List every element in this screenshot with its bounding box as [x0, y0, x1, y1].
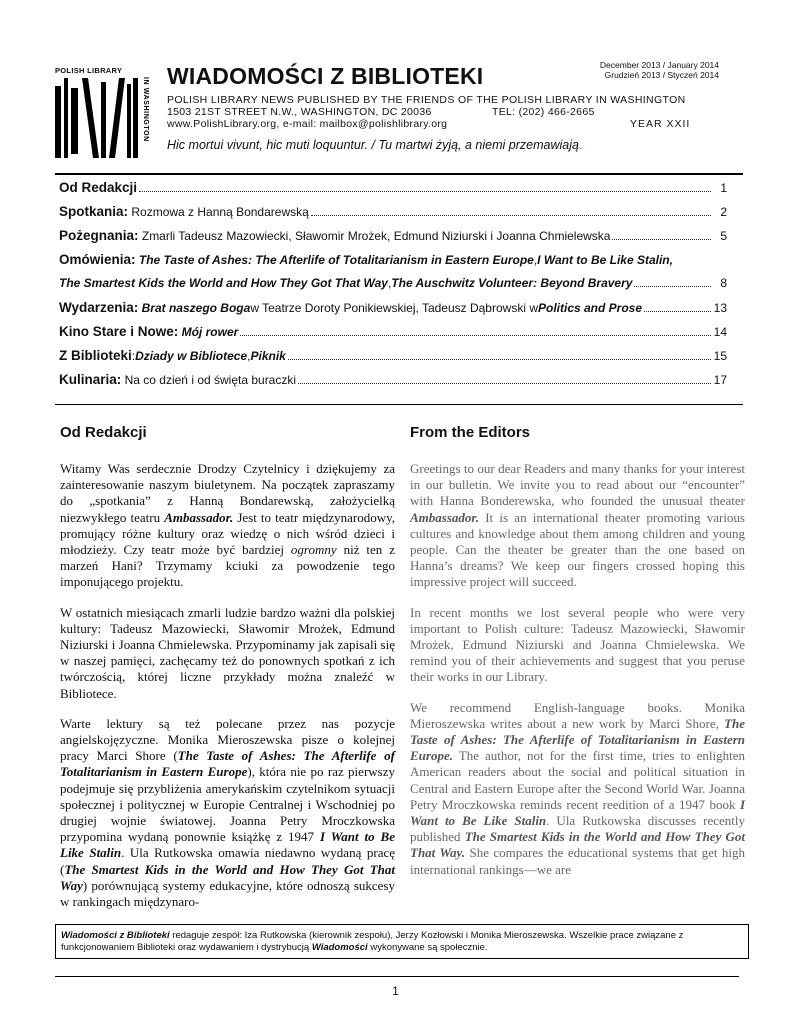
publication-name: Wiadomości z Biblioteki [61, 930, 170, 941]
toc-section: Spotkania: [59, 204, 129, 219]
toc-leader [634, 286, 711, 287]
text-run: Warte lektury są też polecane przez nas pozycje angielskojęzyczne. Monika Mieroszewska pisze o kolejnej pracy Marci Shore ( [60, 715, 395, 764]
text-run: ), która nie po raz pierwszy podejmuje się przybliżenia amerykańskim czytelnikom sytuacji społecznej i politycznej w Europie Centralnej i Wschodniej po drugiej wojnie światowej. Joanna Petry Mroczkowska przypomina wydaną ponownie książkę z 1947 [60, 764, 395, 845]
logo-vertical-label: IN WASHINGTON [142, 77, 149, 142]
toc-title: Politics and Prose [537, 301, 643, 315]
issue-date-en: December 2013 / January 2014 [599, 60, 719, 70]
paragraph [410, 461, 745, 591]
paragraph [60, 461, 395, 591]
newsletter-title: WIADOMOŚCI Z BIBLIOTEKI [167, 63, 484, 89]
toc-title: Dziady w Bibliotece [135, 349, 248, 363]
toc-text: : [131, 349, 136, 363]
toc-leader [298, 383, 711, 384]
publication-name: Wiadomości [311, 942, 368, 953]
credits-text: redaguje zespół: Iza Rutkowska (kierownik zespołu), Jerzy Kozłowski i Monika Mieroszewska. Wszelkie prace związane z funkcjonowaniem Biblioteki oraz wydawaniem i dystrybucją [61, 930, 684, 953]
toc-text: Na co dzień i od święta buraczki [124, 373, 297, 387]
motto-text: Hic mortui vivunt, hic muti loquuntur. / Tu martwi żyją, a niemi przemawiają [167, 138, 579, 152]
page-number: 1 [392, 984, 399, 998]
editorial-heading-en: From the Editors [410, 424, 531, 441]
toc-page: 14 [713, 325, 727, 339]
book-title: The Taste of Ashes: The Afterlife of Totalitarianism in Eastern Europe. [410, 715, 745, 764]
toc-title: Mój rower [181, 325, 239, 339]
book-title: The Smartest Kids in the World and How They Got That Way [60, 861, 395, 893]
issue-date [600, 60, 719, 80]
emphasis: Ambassador. [410, 509, 479, 525]
paragraph: In recent months we lost several people who were very important to Polish culture: Tadeusz Mazowiecki, Sławomir Mrożek, Edmund Niziurski and Joanna Chmielewska. We remind you of their achievements and suggest that you peruse their works in our Library. [410, 604, 745, 685]
toc-entry[interactable] [59, 372, 727, 396]
emphasis: ogromny [290, 542, 337, 558]
toc-title: Brat naszego Boga [141, 301, 251, 315]
text-run: It is an international theater promoting various cultures and knowledge about them among children and young people. Can the theater be greater than the one based on Hanna’s dreams? We keep our fingers crossed hoping this impressive project will succeed. [410, 509, 745, 590]
street-address: 1503 21ST STREET N.W., WASHINGTON, DC 20036 [167, 106, 432, 118]
paragraph [60, 716, 395, 910]
text-run: . Ula Rutkowska discusses recently published [410, 813, 745, 845]
editorial-english [410, 424, 745, 892]
book-title: I Want to Be Like Stalin [60, 829, 395, 861]
text-run: The author, not for the first time, tries to enlighten American readers about the social and political situation in Central and Eastern Europe after the Second World War. Joanna Petry Mroczkowska reminds recent reedition of a 1947 book [410, 748, 745, 812]
toc-entry[interactable] [59, 300, 727, 324]
toc-title: The Auschwitz Volunteer: Beyond Bravery [391, 276, 633, 290]
toc-entry[interactable] [59, 276, 727, 300]
toc-section: Kulinaria: [59, 372, 122, 387]
book-title: The Taste of Ashes: The Afterlife of Totalitarianism in Eastern Europe [60, 748, 395, 780]
text-run: niż ten z marzeń Hani? Trzymamy kciuki za powodzenie tego imponującego projektu. [60, 542, 395, 590]
toc-leader [240, 335, 711, 336]
text-run: . Ula Rutkowska omawia niedawno wydaną pracę ( [60, 845, 396, 877]
text-run: She compares the educational systems that get high international rankings—we are [410, 845, 745, 877]
editorial-polish [60, 424, 395, 924]
text-run: ) porównującą systemy edukacyjne, które odnoszą sukcesy w rankingach międzynaro- [60, 877, 395, 910]
text-run: Witamy Was serdecznie Drodzy Czytelnicy i dziękujemy za zainteresowanie naszym biuletynem. Na początek zapraszamy do „spotkania” z Hanną Bondarewską, założycielką niezwykłego teatru [60, 461, 395, 525]
toc-page: 8 [720, 276, 727, 290]
toc-section: Wydarzenia: [59, 300, 139, 315]
toc-title: I Want to Be Like Stalin, [537, 253, 673, 267]
toc-leader [139, 191, 711, 192]
toc-text: Rozmowa z Hanną Bondarewską [131, 205, 309, 219]
toc-text: w Teatrze Doroty Ponikiewskiej, Tadeusz Dąbrowski w [250, 301, 538, 315]
toc-page: 1 [720, 181, 727, 195]
toc-page: 15 [713, 349, 727, 363]
toc-entry[interactable] [59, 204, 727, 228]
text-run: Greetings to our dear Readers and many thanks for your interest in our bulletin. We invite you to read about our “encounter” with Hanna Bonderewska, who founded the unusual theater [410, 461, 745, 509]
toc-entry[interactable] [59, 180, 727, 204]
toc-rule [55, 404, 743, 405]
telephone: TEL: (202) 466-2665 [492, 106, 595, 118]
toc-entry[interactable] [59, 228, 727, 252]
editorial-credits-box [55, 924, 749, 959]
toc-section: Od Redakcji [59, 180, 138, 195]
paragraph: W ostatnich miesiącach zmarli ludzie bardzo ważni dla polskiej kultury: Tadeusz Mazowiecki, Sławomir Mrożek, Edmund Niziurski i Joanna Chmielewska. Przypominamy jak zapisali się w naszej pamięci, zachęcamy też do ponownych spotkań z ich twórczością, której liczne przykłady można znaleźć w Bibliotece. [60, 604, 395, 701]
toc-page: 17 [713, 373, 727, 387]
toc-page: 2 [720, 205, 727, 219]
logo-bars-graphic [55, 78, 139, 158]
issue-date-pl: Grudzień 2013 / Styczeń 2014 [604, 70, 719, 80]
motto-period: . [578, 138, 583, 152]
newsletter-subtitle: POLISH LIBRARY NEWS PUBLISHED BY THE FRIENDS OF THE POLISH LIBRARY IN WASHINGTON [167, 94, 686, 106]
toc-leader [612, 239, 711, 240]
toc-section: Z Biblioteki [59, 348, 132, 363]
logo-vertical-text [141, 76, 153, 158]
toc-leader [311, 215, 711, 216]
toc-title: The Taste of Ashes: The Afterlife of Totalitarianism in Eastern Europe [138, 253, 534, 267]
toc-leader [288, 359, 711, 360]
book-title: I Want to Be Like Stalin [410, 796, 745, 829]
toc-leader [644, 311, 711, 312]
logo-text: POLISH LIBRARY [55, 66, 123, 75]
text-run: We recommend English-language books. Monika Mieroszewska writes about a new work by Marci Shore, [410, 699, 745, 731]
toc-entry[interactable] [59, 348, 727, 372]
paragraph [410, 700, 745, 878]
toc-section: Omówienia: [59, 252, 136, 267]
toc-section: Kino Stare i Nowe: [59, 324, 179, 339]
table-of-contents [59, 180, 727, 396]
credits-text: wykonywane są społecznie. [367, 942, 488, 953]
toc-page: 13 [713, 301, 727, 315]
footer-rule [55, 976, 739, 977]
motto [167, 138, 582, 152]
header-rule [55, 173, 743, 175]
library-logo [55, 66, 155, 158]
toc-title: The Smartest Kids the World and How They Got That Way [59, 276, 388, 290]
toc-text: Zmarli Tadeusz Mazowiecki, Sławomir Mrożek, Edmund Niziurski i Joanna Chmielewska [141, 229, 611, 243]
toc-text: , [387, 276, 392, 290]
web-email-line: www.PolishLibrary.org, e-mail: mailbox@polishlibrary.org [167, 118, 448, 130]
toc-text: , [533, 253, 538, 267]
toc-title: Piknik [250, 349, 286, 363]
toc-section: Pożegnania: [59, 228, 139, 243]
toc-entry[interactable] [59, 324, 727, 348]
book-title: The Smartest Kids in the World and How They Got That Way. [410, 829, 745, 861]
emphasis: Ambassador. [164, 509, 234, 525]
text-run: Jest to teatr międzynarodowy, promujący różne kultury oraz wiedzę o nich wśród dzieci i młodzieży. Czy teatr może być bardziej [60, 509, 395, 558]
toc-page: 5 [720, 229, 727, 243]
address-line [167, 106, 595, 118]
volume-year: YEAR XXII [630, 118, 691, 130]
toc-text: , [247, 349, 251, 363]
toc-entry[interactable] [59, 252, 727, 276]
editorial-heading-pl: Od Redakcji [60, 424, 147, 441]
